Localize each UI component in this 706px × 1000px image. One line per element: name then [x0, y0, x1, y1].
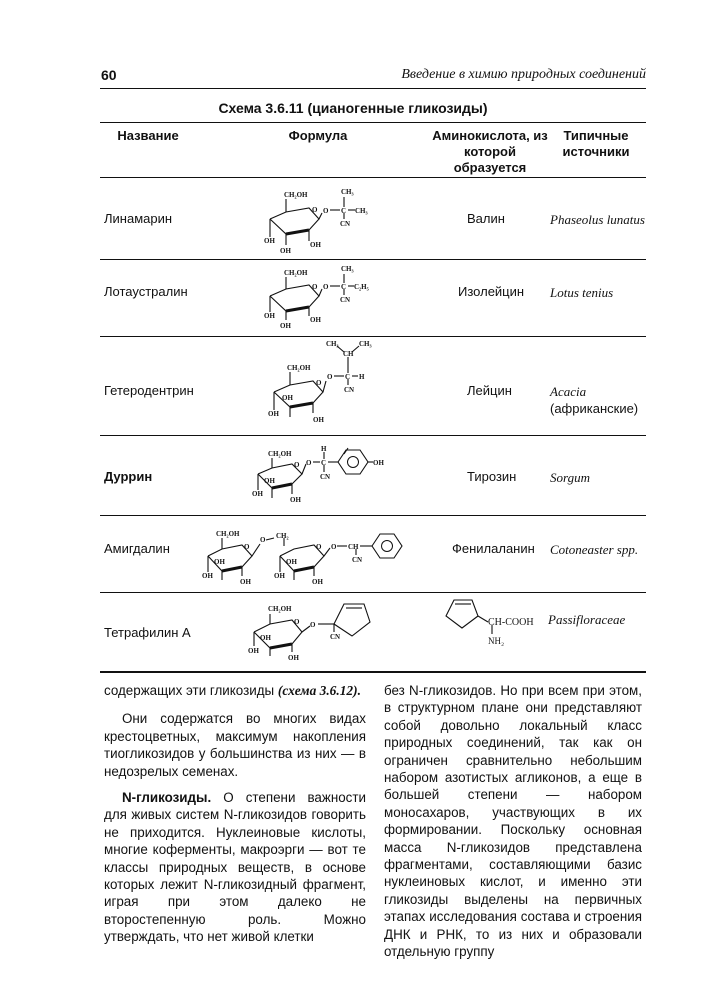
label-oh: OH — [280, 247, 291, 255]
label-o: O — [260, 536, 266, 544]
row-separator — [100, 592, 646, 593]
row-amino-acid: Изолейцин — [458, 284, 525, 299]
label-c: C — [345, 373, 351, 381]
label-ring-o: O — [294, 618, 300, 626]
label-ch2oh: CH₂OH — [287, 364, 311, 372]
paragraph: без N-гликозидов. Но при всем при этом, в структурном плане они представляют собой довольно локальный класс природных соединений, так как он ограничен сравнительно небольшим набором азотистых агликонов, а еще в большей степени — набором моносахаров, участвующих в их формировании. Поскольку основная масса N-гликозидов представлена фрагментами, составляющими базис нуклеиновых кислот, и именно эти гликозиды выделены на первичных этапах исследования состава и строения ДНК и РНК, то из них и образовали отдельную группу — [384, 683, 642, 960]
label-ch: CH — [348, 543, 359, 551]
label-oh: OH — [312, 578, 323, 586]
label-oh: OH — [280, 322, 291, 330]
label-ch3: CH₃ — [359, 340, 372, 348]
label-ch3: CH₃ — [326, 340, 339, 348]
row-source: Sorgum — [550, 470, 590, 485]
label-ch3: CH₃ — [341, 188, 354, 196]
col-header-amino-acid: Аминокислота, из которой образуется — [432, 128, 548, 175]
col-header-formula: Формула — [288, 128, 348, 143]
row-name-tetraphyllin-a: Тетрафилин А — [104, 625, 191, 640]
label-o: O — [306, 459, 312, 467]
label-o: O — [327, 373, 333, 381]
col-header-name: Название — [117, 128, 179, 143]
label-ch2: CH₂ — [276, 532, 289, 540]
label-ch2oh: CH₂OH — [268, 605, 292, 613]
label-c: C — [341, 283, 347, 291]
scheme-reference: (схема 3.6.12). — [277, 683, 361, 698]
label-c2h5: C₂H₅ — [354, 283, 369, 291]
right-column — [384, 682, 642, 961]
header-rule — [100, 88, 646, 89]
label-oh: OH — [310, 316, 321, 324]
label-oh: OH — [373, 459, 384, 467]
label-nh2: NH₂ — [488, 636, 505, 646]
running-title: Введение в химию природных соединений — [401, 67, 646, 82]
label-ring-o: O — [312, 283, 318, 291]
left-column — [104, 682, 366, 946]
formula-amygdalin — [200, 522, 424, 590]
label-oh: OH — [264, 477, 275, 485]
label-o: O — [331, 543, 337, 551]
label-ch2oh: CH₂OH — [268, 450, 292, 458]
label-ch2oh: CH₂OH — [284, 269, 308, 277]
row-source — [550, 383, 642, 417]
label-c: C — [341, 207, 347, 215]
label-oh: OH — [214, 558, 225, 566]
label-ch3: CH₃ — [341, 265, 354, 273]
label-ring-o: O — [294, 461, 300, 469]
row-source-genus: Acacia — [550, 384, 587, 399]
label-o: O — [310, 621, 316, 629]
formula-lotaustralin — [256, 262, 368, 334]
para-text: О степени важности для живых систем N-гликозидов говорить не приходится. Нуклеиновые кислоты, многие коферменты, макроэрги — вот те классы природных веществ, в основе которых лежит N-гликозидный фрагмент, играя при этом далеко не второстепенную роль. Можно утверждать, что нет живой клетки — [104, 790, 366, 945]
label-cn: CN — [340, 296, 351, 304]
row-separator — [100, 336, 646, 337]
para-text: содержащих эти гликозиды — [104, 683, 275, 698]
row-source: Lotus tenius — [550, 285, 614, 300]
label-oh: OH — [264, 237, 275, 245]
row-name-heterodendrin: Гетеродентрин — [104, 383, 194, 398]
formula-heterodendrin — [264, 340, 380, 430]
row-source: Passifloraceae — [548, 612, 626, 627]
row-separator — [100, 435, 646, 436]
table-top-rule — [100, 122, 646, 123]
row-amino-acid: Лейцин — [467, 383, 512, 398]
label-h: H — [321, 445, 327, 453]
col-header-sources: Типичные источники — [562, 128, 630, 159]
row-separator — [100, 259, 646, 260]
label-cn: CN — [330, 633, 341, 641]
label-ch3: CH₃ — [355, 207, 368, 215]
label-ring-o: O — [312, 206, 318, 214]
row-name-linamarin: Линамарин — [104, 211, 173, 226]
label-oh: OH — [313, 416, 324, 424]
label-cn: CN — [320, 473, 331, 481]
row-amino-acid: Фенилаланин — [452, 541, 535, 556]
label-ch-cooh: CH-COOH — [488, 617, 534, 628]
row-amino-acid: Тирозин — [467, 469, 517, 484]
row-separator — [100, 515, 646, 516]
label-oh: OH — [240, 578, 251, 586]
paragraph-continuation — [104, 682, 366, 699]
label-oh: OH — [260, 634, 271, 642]
label-o: O — [323, 207, 329, 215]
label-ring-o: O — [244, 543, 250, 551]
section-heading: N-гликозиды. — [122, 790, 212, 806]
table-header-rule — [100, 177, 646, 178]
row-source-note: (африканские) — [550, 401, 639, 416]
formula-dhurrin — [246, 442, 386, 512]
label-oh: OH — [264, 312, 275, 320]
label-oh: OH — [288, 654, 299, 662]
label-ch: CH — [343, 350, 354, 358]
label-oh: OH — [274, 572, 285, 580]
row-source: Phaseolus lunatus — [550, 212, 645, 227]
label-oh: OH — [282, 394, 293, 402]
table-bottom-rule — [100, 671, 646, 673]
label-cn: CN — [344, 386, 355, 394]
row-name-amygdalin: Амигдалин — [104, 541, 170, 556]
label-o: O — [323, 283, 329, 291]
row-name-dhurrin: Дуррин — [104, 469, 153, 484]
scheme-caption: Схема 3.6.11 (цианогенные гликозиды) — [218, 100, 488, 116]
label-ring-o: O — [316, 379, 322, 387]
label-oh: OH — [248, 647, 259, 655]
formula-tetraphyllin-a — [224, 596, 394, 668]
paragraph-n-glycosides — [104, 789, 366, 946]
row-amino-acid: Валин — [467, 211, 505, 226]
label-cn: CN — [340, 220, 351, 228]
label-oh: OH — [252, 490, 263, 498]
label-oh: OH — [286, 558, 297, 566]
label-ring-o: O — [316, 543, 322, 551]
formula-linamarin — [256, 185, 366, 259]
row-name-lotaustralin: Лотаустралин — [104, 284, 188, 299]
page-number: 60 — [101, 67, 117, 83]
label-h: H — [359, 373, 365, 381]
formula-cyclopentenylglycine — [442, 598, 542, 654]
label-cn: CN — [352, 556, 363, 564]
paragraph: Они содержатся во многих видах крестоцветных, максимум накопления тиогликозидов у большинства из них — в недозрелых семенах. — [104, 711, 366, 779]
label-oh: OH — [310, 241, 321, 249]
label-ch2oh: CH₂OH — [284, 191, 308, 199]
label-oh: OH — [202, 572, 213, 580]
row-source: Cotoneaster spp. — [550, 542, 639, 557]
label-oh: OH — [290, 496, 301, 504]
label-ch2oh: CH₂OH — [216, 530, 240, 538]
label-oh: OH — [268, 410, 279, 418]
label-c: C — [321, 459, 327, 467]
